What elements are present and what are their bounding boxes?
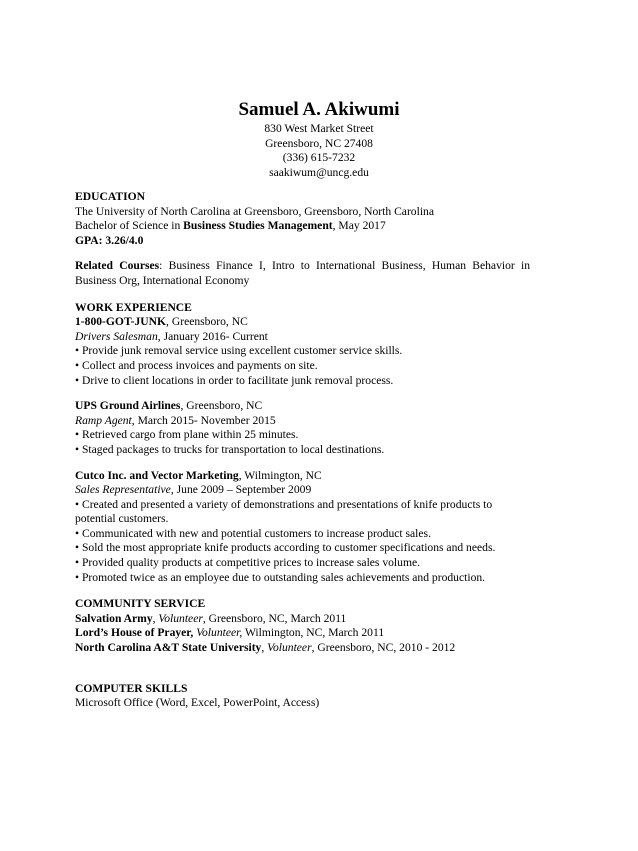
skills-title: COMPUTER SKILLS xyxy=(75,681,188,695)
job-role-line xyxy=(75,483,530,498)
job-bullet: • Drive to client locations in order to facilitate junk removal process. xyxy=(75,373,394,387)
job-dates: , January 2016- Current xyxy=(157,329,268,343)
job-company: UPS Ground Airlines xyxy=(75,399,181,413)
job-role-line xyxy=(75,330,530,345)
job-company: Cutco Inc. and Vector Marketing xyxy=(75,468,239,482)
phone-line: (336) 615-7232 xyxy=(282,151,356,165)
community-role: Volunteer, xyxy=(196,626,243,640)
candidate-name: Samuel A. Akiwumi xyxy=(238,99,400,120)
address-line: 830 West Market Street xyxy=(264,122,374,135)
job-bullet: • Sold the most appropriate knife products according to customer specifications and needs. xyxy=(75,541,496,555)
work-title: WORK EXPERIENCE xyxy=(75,300,192,314)
degree-line xyxy=(75,219,530,234)
degree-major: Business Studies Management xyxy=(183,219,333,233)
job-bullet: • Collect and process invoices and payments on site. xyxy=(75,358,318,372)
degree-suffix: , May 2017 xyxy=(332,219,386,233)
job-bullet: • Provide junk removal service using excellent customer service skills. xyxy=(75,344,403,358)
job-entry xyxy=(75,399,530,457)
community-details: , Greensboro, NC, 2010 - 2012 xyxy=(311,641,456,655)
community-section xyxy=(75,597,530,655)
community-details: , Greensboro, NC, March 2011 xyxy=(202,611,347,625)
job-entry xyxy=(75,469,530,586)
community-role: Volunteer xyxy=(158,611,203,625)
skills-section xyxy=(75,682,530,711)
job-role: Drivers Salesman xyxy=(75,329,158,343)
job-header xyxy=(75,315,530,330)
courses-text: : Business Finance I, Intro to International Business, Human Behavior in Business Org, International Economy xyxy=(75,259,531,287)
university-line: The University of North Carolina at Greensboro, Greensboro, North Carolina xyxy=(75,204,434,218)
job-entry xyxy=(75,315,530,388)
job-location: , Greensboro, NC xyxy=(180,399,263,413)
job-bullet: • Provided quality products at competitive prices to increase sales volume. xyxy=(75,556,421,570)
degree-prefix: Bachelor of Science in xyxy=(75,219,184,233)
community-org: Salvation Army xyxy=(75,611,153,625)
job-bullet: • Created and presented a variety of demonstrations and presentations of knife products to potential customers. xyxy=(75,497,493,526)
community-title: COMMUNITY SERVICE xyxy=(75,597,206,611)
work-section xyxy=(75,301,530,586)
community-entry xyxy=(75,612,530,627)
job-role: Sales Representative xyxy=(75,483,171,497)
job-role-line xyxy=(75,414,530,429)
job-location: , Greensboro, NC xyxy=(166,315,248,329)
job-bullet: • Promoted twice as an employee due to outstanding sales achievements and production. xyxy=(75,570,486,584)
community-org: Lord’s House of Prayer, xyxy=(75,626,194,640)
job-bullet: • Staged packages to trucks for transportation to local destinations. xyxy=(75,442,385,456)
community-entry xyxy=(75,641,530,656)
education-title: EDUCATION xyxy=(75,190,145,203)
community-sep: , xyxy=(152,611,159,625)
job-header xyxy=(75,469,530,484)
job-header xyxy=(75,399,530,414)
courses-label: Related Courses xyxy=(75,259,160,273)
community-entry xyxy=(75,626,530,641)
community-role: Volunteer xyxy=(267,641,312,655)
community-org: North Carolina A&T State University xyxy=(75,641,262,655)
education-section xyxy=(75,190,530,289)
job-bullet: • Communicated with new and potential customers to increase product sales. xyxy=(75,526,431,540)
email-line: saakiwum@uncg.edu xyxy=(269,165,369,179)
gpa-line: GPA: 3.26/4.0 xyxy=(75,233,144,247)
skills-text: Microsoft Office (Word, Excel, PowerPoint, Access) xyxy=(75,696,320,710)
community-sep: , xyxy=(261,641,268,655)
community-details: Wilmington, NC, March 2011 xyxy=(242,626,385,640)
job-dates: , March 2015- November 2015 xyxy=(131,413,276,427)
job-role: Ramp Agent xyxy=(75,413,132,427)
job-company: 1-800-GOT-JUNK xyxy=(75,315,167,329)
job-location: , Wilmington, NC xyxy=(238,468,322,482)
job-bullet: • Retrieved cargo from plane within 25 minutes. xyxy=(75,428,299,442)
city-line: Greensboro, NC 27408 xyxy=(265,136,373,150)
resume-header xyxy=(0,98,638,180)
job-dates: , June 2009 – September 2009 xyxy=(170,483,312,497)
related-courses xyxy=(75,259,530,288)
resume-body xyxy=(75,190,530,711)
